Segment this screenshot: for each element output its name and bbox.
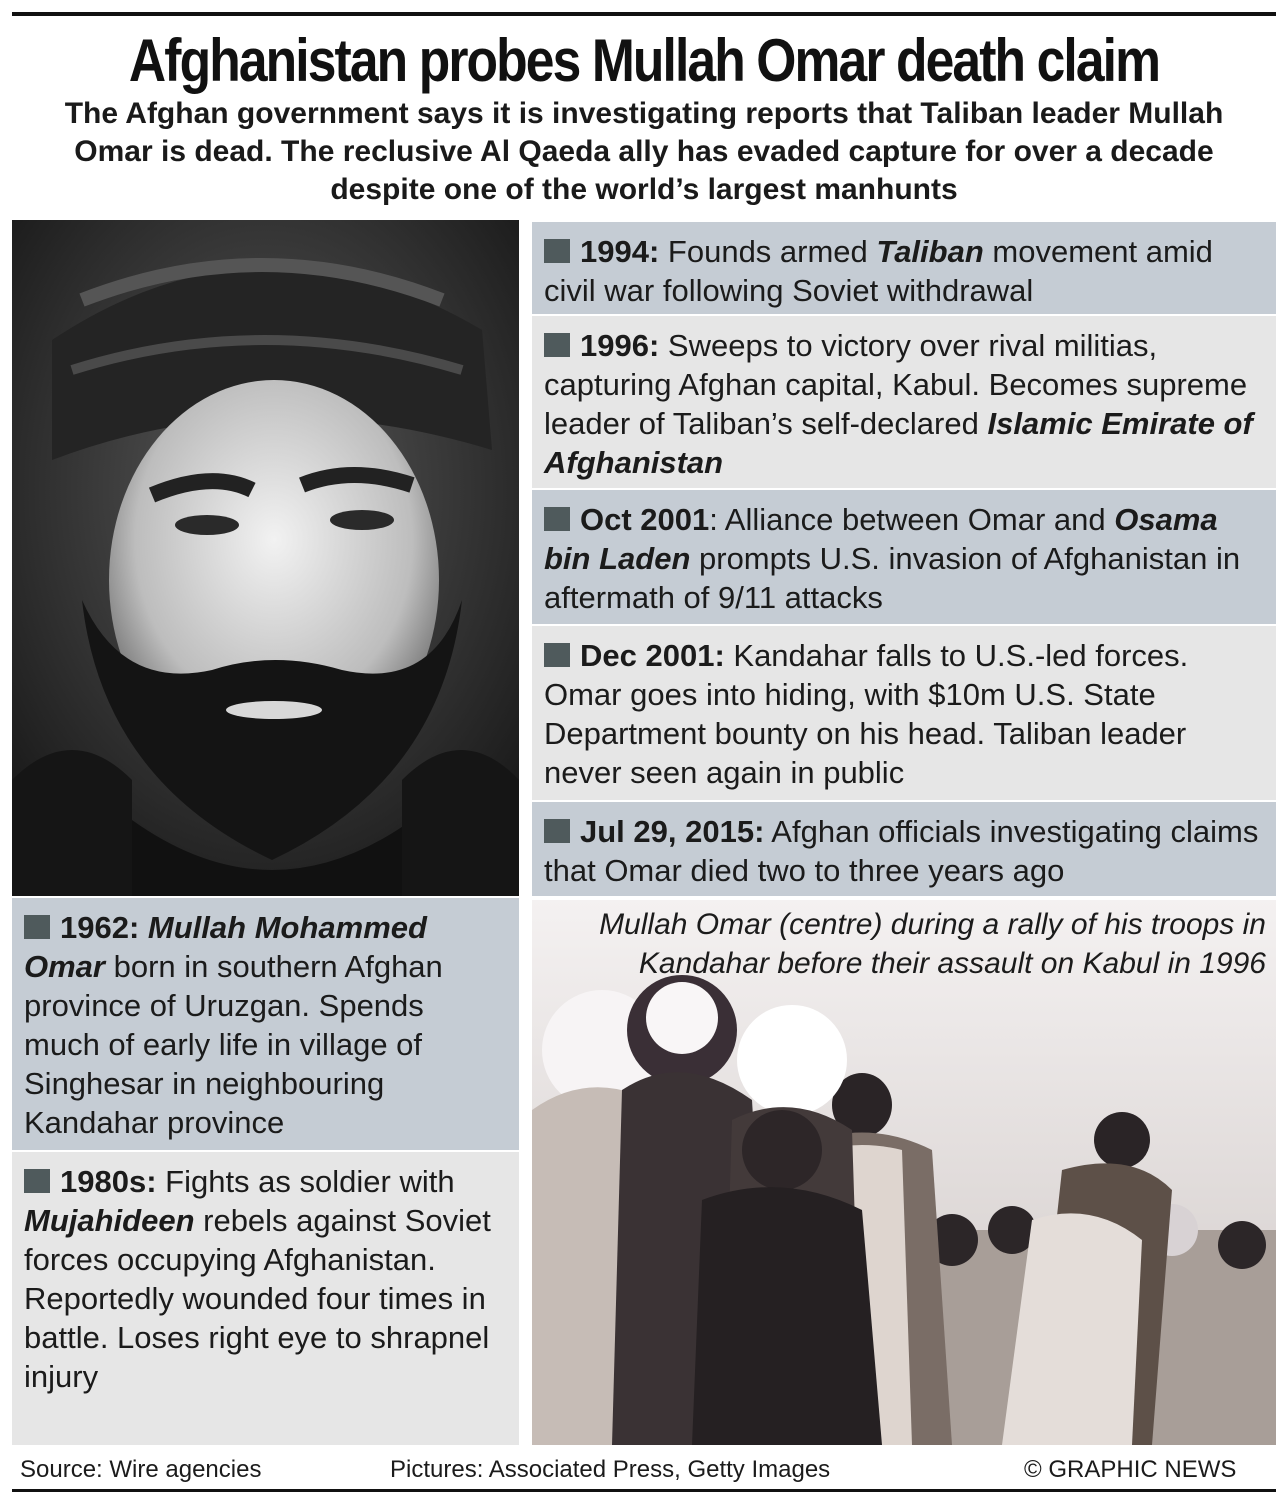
entry-text: prompts U.S. invasion of Afghanistan in aftermath of 9/11 attacks	[544, 541, 1241, 615]
entry-text: born in southern Afghan province of Uruzgan. Spends much of early life in village of Singhesar in neighbouring Kandahar province	[24, 949, 443, 1140]
timeline-entry-1962	[12, 896, 519, 1150]
timeline-entry-1980s	[12, 1150, 519, 1445]
timeline-entry-dec-2001	[532, 624, 1276, 800]
entry-date: 1962:	[60, 910, 140, 945]
entry-emphasis: Mullah Mohammed Omar	[24, 910, 427, 984]
bullet-square-icon	[544, 239, 570, 263]
timeline-entry-oct-2001	[532, 488, 1276, 624]
entry-text: rebels against Soviet forces occupying Afghanistan. Reportedly wounded four times in battle. Loses right eye to shrapnel injury	[24, 1203, 491, 1394]
entry-text: movement amid civil war following Soviet withdrawal	[544, 234, 1213, 308]
entry-text: Afghan officials investigating claims that Omar died two to three years ago	[544, 814, 1259, 888]
pictures-credit: Pictures: Associated Press, Getty Images	[390, 1456, 831, 1483]
photo-caption: Mullah Omar (centre) during a rally of his troops in Kandahar before their assault on Kabul in 1996	[599, 908, 1266, 980]
entry-emphasis: Islamic Emirate of Afghanistan	[544, 406, 1253, 480]
entry-date: Oct 2001	[580, 502, 710, 537]
portrait-photo	[12, 220, 519, 896]
bullet-square-icon	[24, 1169, 50, 1193]
bullet-square-icon	[544, 333, 570, 357]
entry-text: Kandahar falls to U.S.-led forces. Omar goes into hiding, with $10m U.S. State Department bounty on his head. Taliban leader never seen again in public	[544, 638, 1189, 790]
entry-text: Fights as soldier with	[156, 1164, 455, 1199]
bullet-square-icon	[544, 507, 570, 531]
top-rule	[12, 12, 1276, 16]
bullet-square-icon	[544, 643, 570, 667]
entry-date: Jul 29, 2015:	[580, 814, 765, 849]
publisher-credit: © GRAPHIC NEWS	[1024, 1456, 1237, 1483]
entry-date: 1980s:	[60, 1164, 157, 1199]
entry-date: 1996:	[580, 328, 660, 363]
bottom-rule	[12, 1489, 1276, 1492]
entry-text: : Alliance between Omar and	[709, 502, 1115, 537]
entry-date: 1994:	[580, 234, 660, 269]
timeline-entry-1994	[532, 220, 1276, 314]
bullet-square-icon	[24, 915, 50, 939]
entry-emphasis: Osama bin Laden	[544, 502, 1218, 576]
entry-emphasis: Taliban	[876, 234, 984, 269]
entry-text: Founds armed	[659, 234, 877, 269]
source-credit: Source: Wire agencies	[20, 1456, 262, 1483]
bullet-square-icon	[544, 819, 570, 843]
entry-text	[139, 910, 148, 945]
timeline-entry-1996	[532, 314, 1276, 488]
timeline-entry-jul-2015	[532, 800, 1276, 896]
entry-emphasis: Mujahideen	[24, 1203, 195, 1238]
headline: Afghanistan probes Mullah Omar death claim	[128, 27, 1160, 94]
entry-text: Sweeps to victory over rival militias, capturing Afghan capital, Kabul. Becomes supreme leader of Taliban’s self-declared	[544, 328, 1248, 441]
entry-date: Dec 2001:	[580, 638, 725, 673]
subheadline: The Afghan government says it is investigating reports that Taliban leader Mullah Omar is dead. The reclusive Al Qaeda ally has evaded capture for over a decade despite one of the world’s largest manhunts	[64, 97, 1224, 206]
